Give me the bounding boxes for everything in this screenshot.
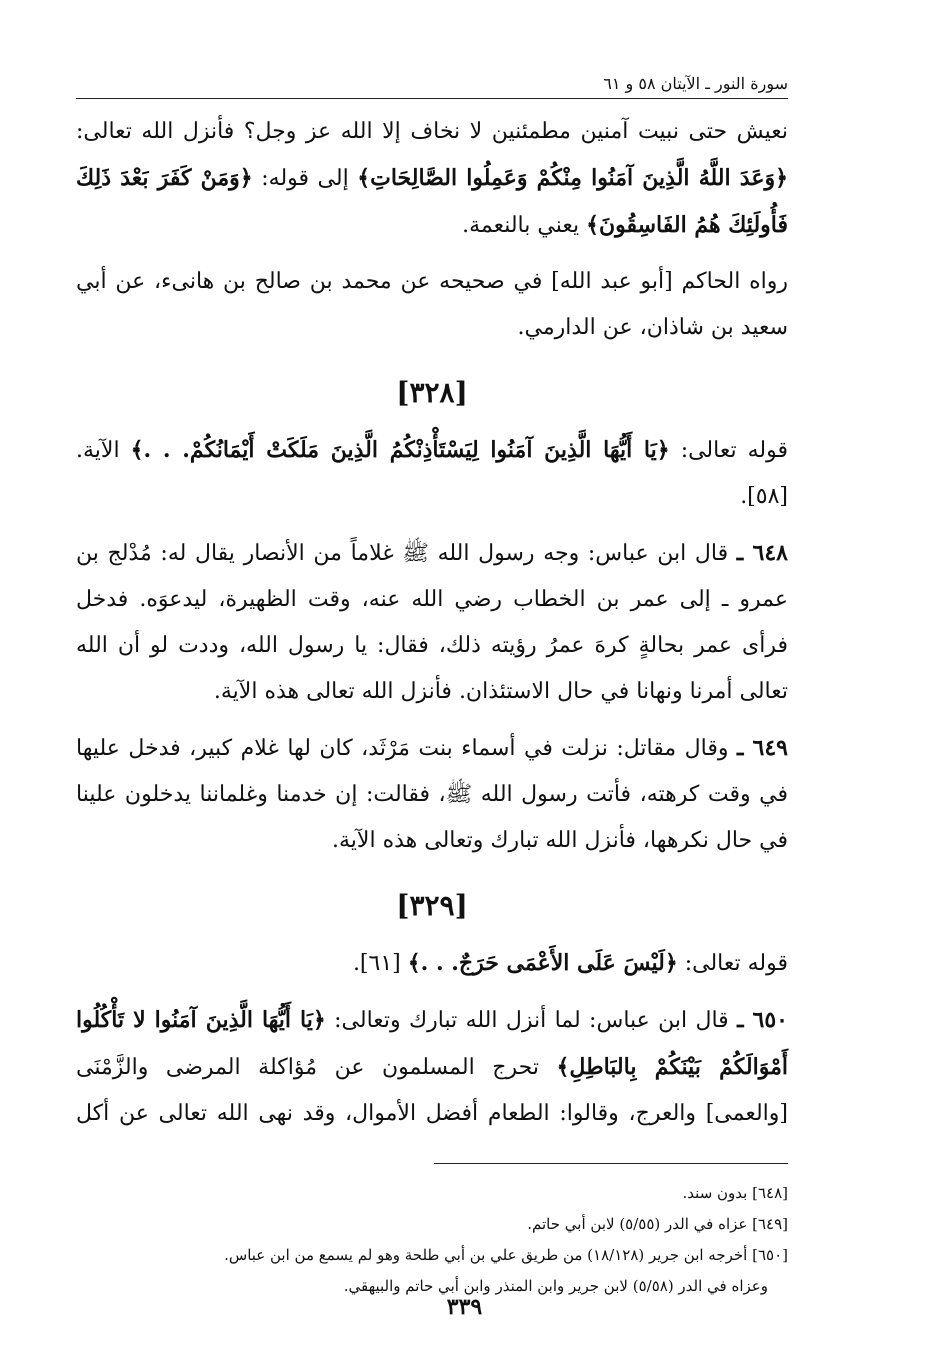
footnote-divider (434, 1163, 788, 1164)
text: قال ابن عباس: وجه رسول الله ﷺ غلاماً من الأنصار يقال له: مُدْلج بن عمرو ـ إلى عمر بن الخطاب رضي الله عنه، وقت الظهيرة، ليدعوَه. فدخل فرأى عمر بحالةٍ كرهَ عمرُ رؤيته ذلك، فقال: يا رسول الله، وددت لو أن الله تعالى أمرنا ونهانا في حال الاستئذان. فأنزل الله تعالى هذه الآية. (76, 541, 788, 704)
hadith-number: ٦٥٠ ـ (737, 1007, 788, 1033)
text: قوله تعالى: (680, 438, 789, 463)
running-header (76, 70, 788, 99)
text: الآية. [٥٨]. (76, 438, 788, 509)
text: وقال مقاتل: نزلت في أسماء بنت مَرْثَد، كان لها غلام كبير، فدخل عليها في وقت كرهته، فأتت رسول الله ﷺ، فقالت: إن خدمنا وغلماننا يدخلون علينا في حال نكرهها، فأنزل الله تبارك وتعالى هذه الآية. (76, 736, 788, 853)
text: تحرج المسلمون عن مُؤاكلة المرضى والزَّمْنَى [والعمى] والعرج، وقالوا: الطعام أفضل الأموال، وقد نهى الله تعالى عن أكل (76, 1055, 788, 1126)
text: [٦١]. (352, 951, 401, 976)
paragraph-650 (76, 997, 788, 1137)
paragraph-648 (76, 530, 788, 715)
paragraph-narration (76, 259, 788, 351)
quran-verse: ﴿يَا أَيُّهَا الَّذِينَ آمَنُوا لا تَأْكُلُوا أَمْوَالَكُمْ بَيْنَكُمْ بِالبَاطِلِ﴾ (76, 1007, 789, 1080)
footnote-649: [٦٤٩] عزاه في الدر (٥/٥٥) لابن أبي حاتم. (527, 1215, 788, 1233)
quran-verse: ﴿وَمَنْ كَفَرَ بَعْدَ ذَلِكَ فَأُولَئِكَ هُمُ الفَاسِقُونَ﴾ (76, 165, 788, 238)
paragraph-continuation (76, 109, 788, 249)
text: رواه الحاكم [أبو عبد الله] في صحيحه عن محمد بن صالح بن هانىء، عن أبي سعيد بن شاذان، عن الدارمي. (76, 269, 788, 340)
page-content (76, 70, 788, 1302)
quran-verse: ﴿وَعَدَ اللَّهُ الَّذِينَ آمَنُوا مِنْكُمْ وَعَمِلُوا الصَّالِحَاتِ﴾ (357, 165, 788, 191)
hadith-number: ٦٤٩ ـ (736, 735, 788, 761)
paragraph-verse-intro (76, 940, 788, 987)
text: إلى قوله: (261, 166, 349, 191)
section-number-328: [٣٢٨] (396, 376, 468, 409)
text: يعني بالنعمة. (462, 213, 580, 238)
paragraph-649 (76, 725, 788, 864)
hadith-number: ٦٤٨ ـ (736, 540, 788, 566)
footnote-648: [٦٤٨] بدون سند. (682, 1184, 788, 1202)
footnote-650-continued: وعزاه في الدر (٥/٥٨) لابن جرير وابن المنذر وابن أبي حاتم والبيهقي. (343, 1277, 768, 1295)
running-title: سورة النور ـ الآيتان ٥٨ و ٦١ (603, 74, 788, 93)
paragraph-verse-intro (76, 427, 788, 520)
text: قال ابن عباس: لما أنزل الله تبارك وتعالى: (334, 1008, 729, 1033)
section-number-329: [٣٢٩] (396, 889, 468, 922)
page-number: ٣٣٩ (446, 1294, 483, 1320)
text: نعيش حتى نبيت آمنين مطمئنين لا نخاف إلا الله عز وجل؟ فأنزل الله تعالى: (76, 119, 788, 144)
footnote-650: [٦٥٠] أخرجه ابن جرير (١٨/١٢٨) من طريق علي بن أبي طلحة وهو لم يسمع من ابن عباس. (224, 1246, 788, 1264)
text: قوله تعالى: (684, 951, 788, 976)
footnotes (76, 1178, 788, 1302)
quran-verse: ﴿لَيْسَ عَلَى الأَعْمَى حَرَجٌ. . .﴾ (407, 950, 678, 976)
quran-verse: ﴿يَا أَيُّهَا الَّذِينَ آمَنُوا لِيَسْتَأْذِنْكُمُ الَّذِينَ مَلَكَتْ أَيْمَانُكُمْ. . .﴾ (130, 437, 670, 463)
